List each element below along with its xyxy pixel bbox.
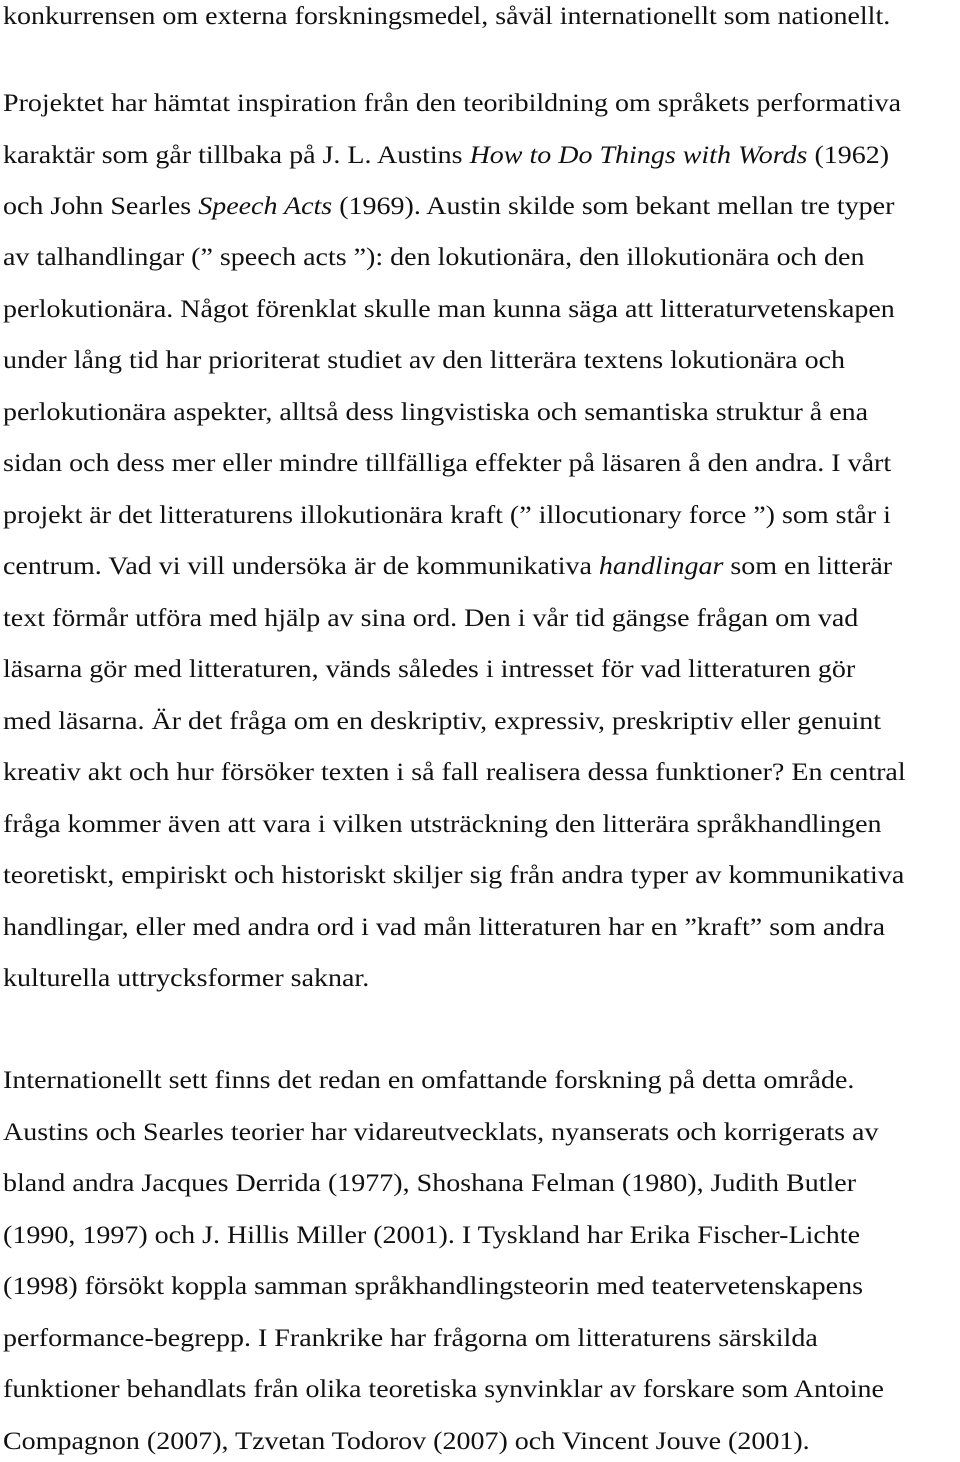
text-line [3,89,901,119]
text-segment: kreativ akt och hur försöker texten i så fall realisera dessa funktioner? En central [3,759,906,786]
text-segment: sidan och dess mer eller mindre tillfälliga effekter på läsaren å den andra. I vårt [3,450,892,477]
italic-title: How to Do Things with Words [469,142,808,169]
text-segment: perlokutionära aspekter, alltså dess lingvistiska och semantiska struktur å ena [3,399,869,426]
text-line [3,758,906,788]
text-line [3,552,892,582]
text-segment: läsarna gör med litteraturen, vänds således i intresset för vad litteraturen gör [3,656,856,683]
text-line [3,449,891,479]
text-segment: under lång tid har prioriterat studiet av den litterära textens lokutionära och [3,347,846,374]
text-line [3,1066,854,1096]
text-line [3,1324,818,1354]
text-segment: med läsarna. Är det fråga om en deskriptiv, expressiv, preskriptiv eller genuint [3,708,882,735]
text-line [3,964,369,994]
text-segment: som en litterär [723,553,893,580]
text-segment: bland andra Jacques Derrida (1977), Shoshana Felman (1980), Judith Butler [3,1170,857,1197]
text-segment: performance-begrepp. I Frankrike har frågorna om litteraturens särskilda [3,1325,818,1352]
text-segment: Austins och Searles teorier har vidareutvecklats, nyanserats och korrigerats av [3,1119,879,1146]
text-segment: kulturella uttrycksformer saknar. [3,965,370,992]
text-segment: (1998) försökt koppla samman språkhandlingsteorin med teatervetenskapens [3,1273,864,1300]
text-line [3,913,885,943]
text-segment: funktioner behandlats från olika teoretiska synvinklar av forskare som Antoine [3,1376,884,1403]
text-line [3,1375,884,1405]
text-segment: Compagnon (2007), Tzvetan Todorov (2007) och Vincent Jouve (2001). [3,1428,810,1455]
italic-title: Speech Acts [198,193,333,220]
text-segment: perlokutionära. Något förenklat skulle man kunna säga att litteraturvetenskapen [3,296,895,323]
text-line [3,707,881,737]
text-line [3,1169,856,1199]
text-segment: Internationellt sett finns det redan en omfattande forskning på detta område. [3,1067,855,1094]
text-line [3,501,891,531]
text-line [3,141,889,171]
text-segment: och John Searles [3,193,199,220]
text-segment: (1990, 1997) och J. Hillis Miller (2001). I Tyskland har Erika Fischer-Lichte [3,1222,861,1249]
text-segment: centrum. Vad vi vill undersöka är de kommunikativa [3,553,599,580]
text-segment: karaktär som går tillbaka på J. L. Austins [3,142,470,169]
text-line [3,192,894,222]
text-segment: handlingar, eller med andra ord i vad mån litteraturen har en ”kraft” som andra [3,914,886,941]
text-line [3,1427,810,1457]
text-line [3,1118,878,1148]
text-line [3,2,890,32]
text-line [3,295,895,325]
text-line [3,243,864,273]
text-line [3,398,868,428]
text-segment: teoretiskt, empiriskt och historiskt skiljer sig från andra typer av kommunikativa [3,862,905,889]
text-line [3,1272,863,1302]
text-segment: projekt är det litteraturens illokutionära kraft (” illocutionary force ”) som står i [3,502,891,529]
text-line [3,810,882,840]
text-line [3,604,858,634]
italic-title: handlingar [598,553,724,580]
text-segment: konkurrensen om externa forskningsmedel, såväl internationellt som nationellt. [3,3,891,30]
text-segment: fråga kommer även att vara i vilken utsträckning den litterära språkhandlingen [3,811,882,838]
text-line [3,655,855,685]
text-line [3,1221,860,1251]
text-line [3,346,845,376]
text-segment: (1969). Austin skilde som bekant mellan tre typer [332,193,895,220]
text-segment: text förmår utföra med hjälp av sina ord. Den i vår tid gängse frågan om vad [3,605,859,632]
text-segment: Projektet har hämtat inspiration från den teoribildning om språkets performativa [3,90,902,117]
text-segment: (1962) [807,142,890,169]
text-line [3,861,904,891]
text-segment: av talhandlingar (” speech acts ”): den lokutionära, den illokutionära och den [3,244,865,271]
